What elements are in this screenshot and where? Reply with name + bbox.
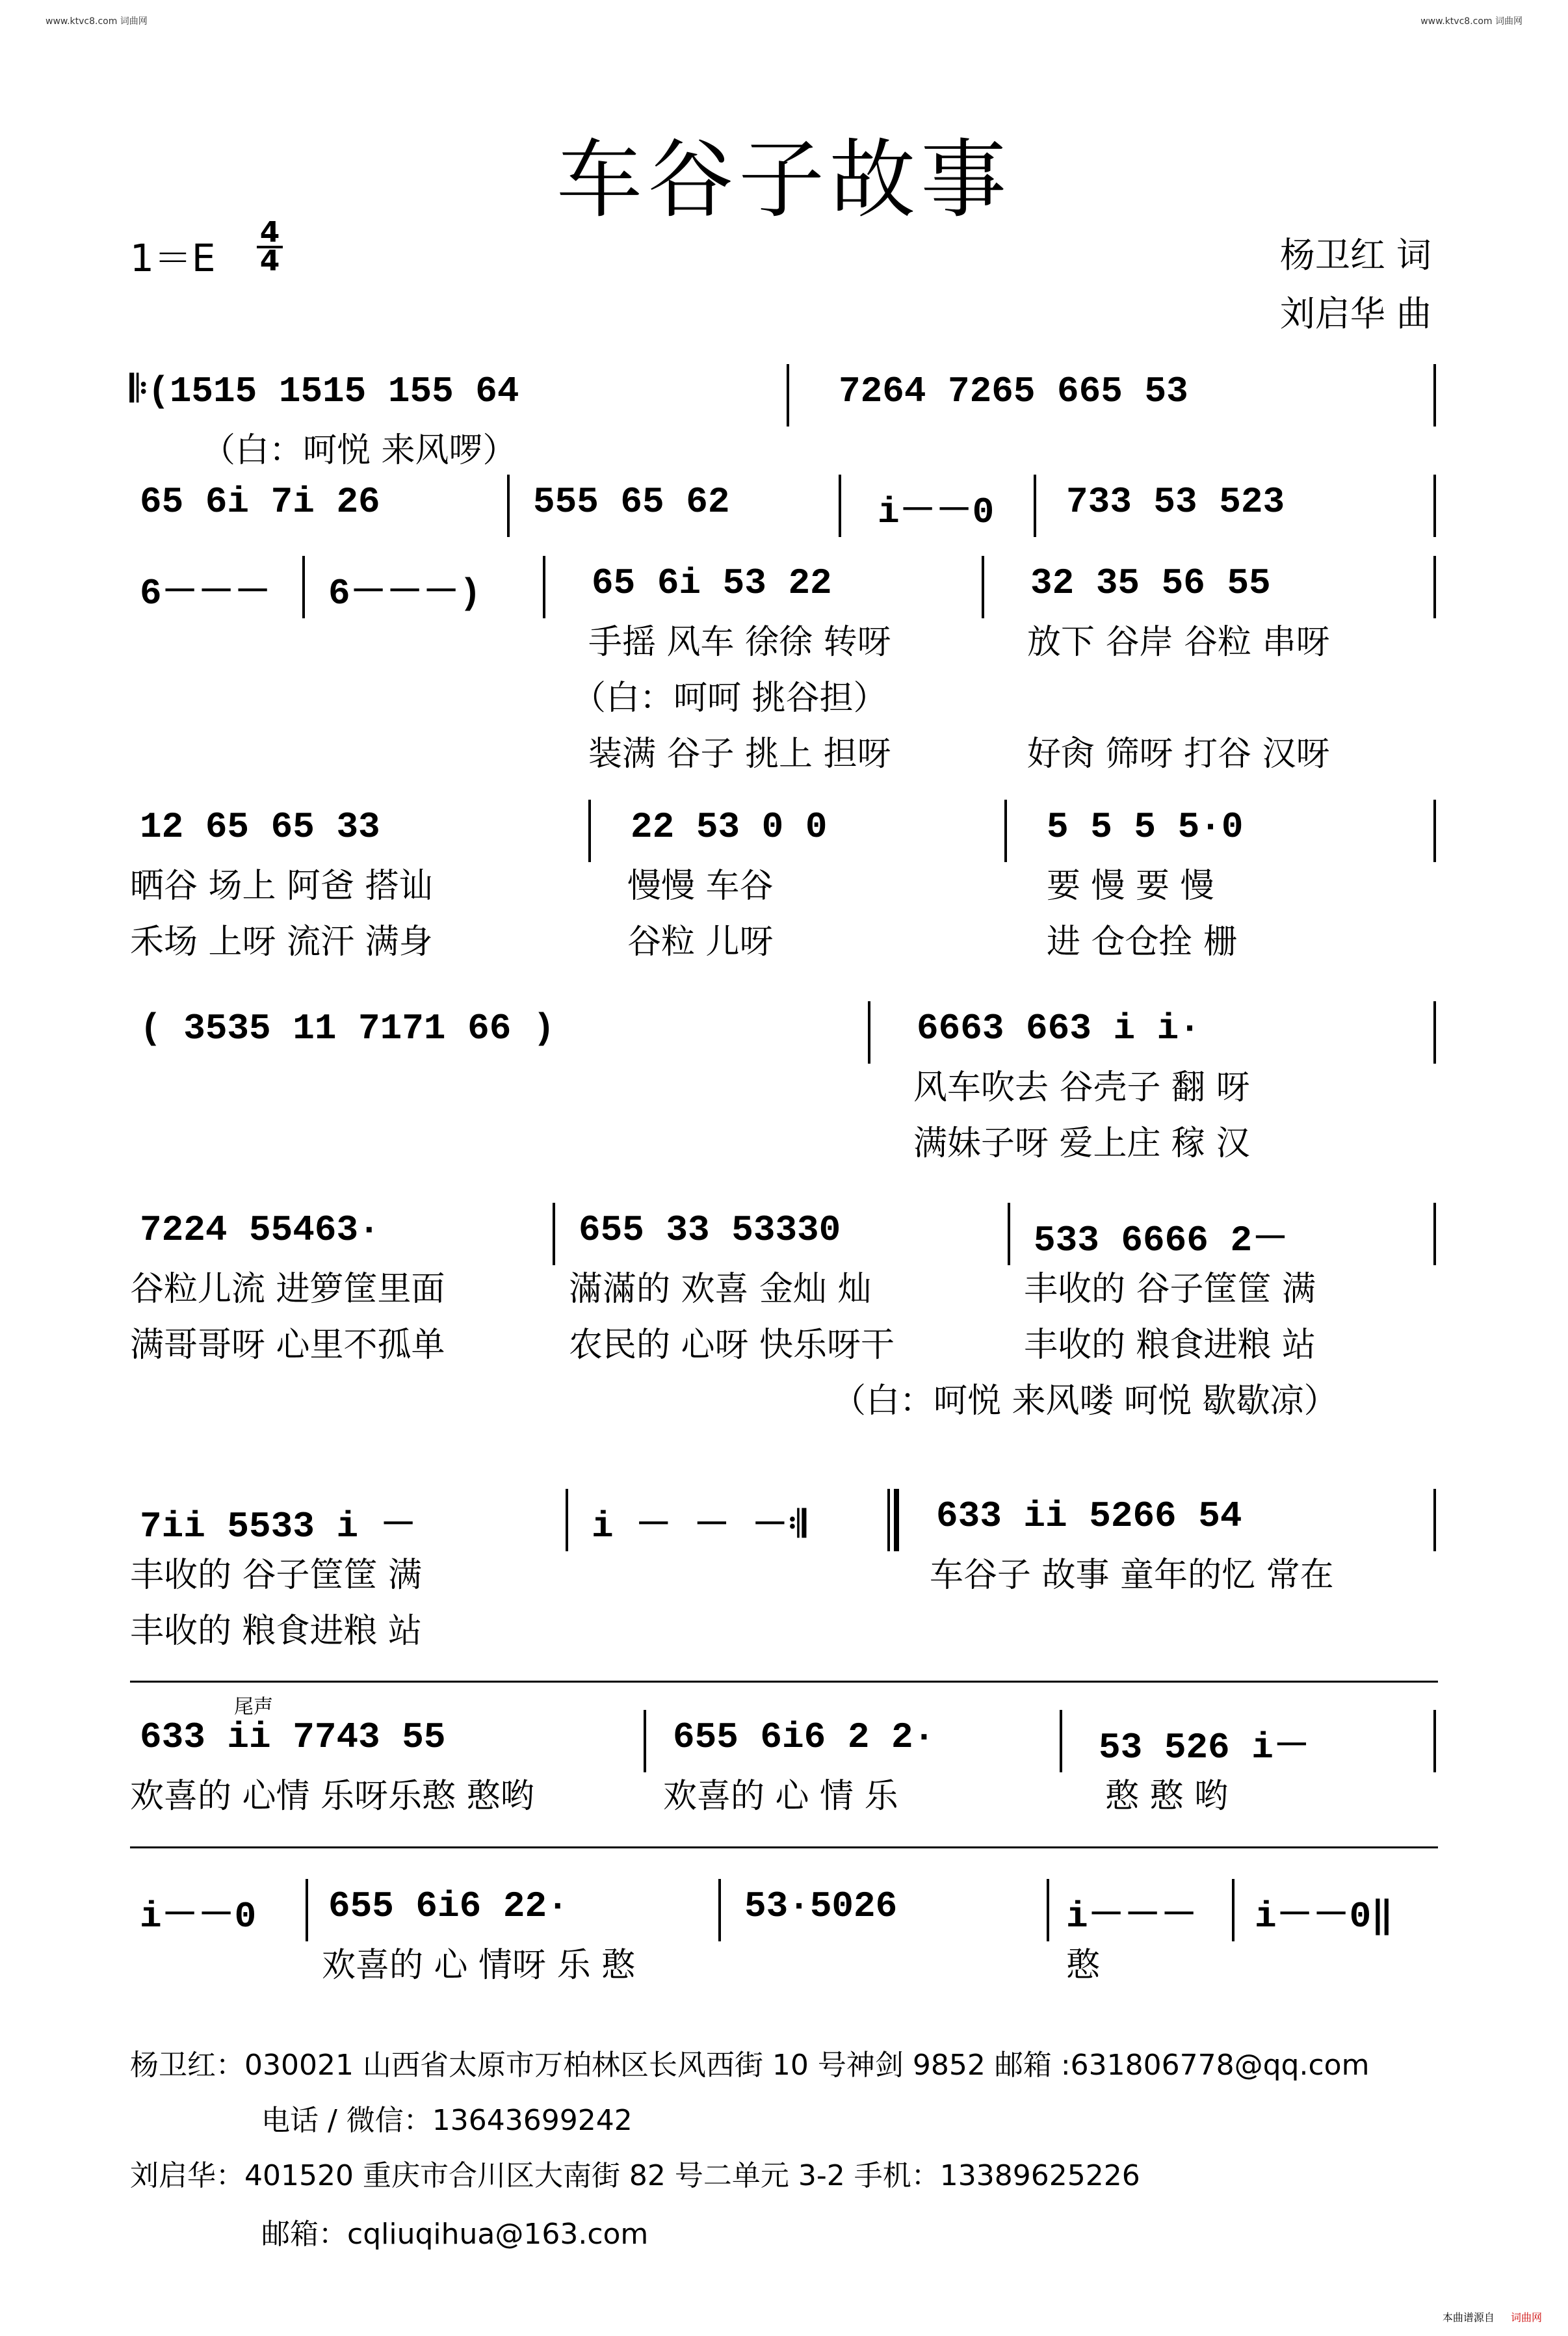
measure-notes: 6－－－ [140,573,271,614]
barline [1034,475,1036,537]
source-stamp [1443,2309,1542,2324]
measure-notes: i－－0 [878,492,995,533]
lyricist-phone: 电话 / 微信：13643699242 [261,2104,633,2137]
barline [1004,800,1007,862]
repeat-end-thick-barline [894,1489,899,1551]
measure-notes: 53 526 i－ [1099,1727,1310,1768]
lyric-line: 放下 谷岸 谷粒 串呀 [1027,623,1330,662]
lyric-line: 丰收的 粮食进粮 站 [1024,1326,1316,1365]
barline [868,1001,870,1064]
music-system-9 [130,1885,1437,1993]
lyric-line: 好肏 筛呀 打谷 汉呀 [1027,735,1330,774]
measure-notes: 6－－－) [328,573,482,614]
barline [1047,1879,1049,1941]
lyric-line: 要 慢 要 慢 [1047,867,1214,906]
barline [1433,800,1436,862]
measure-notes: i － － －𝄇 [592,1506,806,1547]
lyric-line: 丰收的 谷子筐筐 满 [1024,1270,1316,1309]
music-system-2 [130,481,1437,533]
measure-notes: 655 6i6 22· [328,1885,569,1927]
measure-notes: i－－0 [140,1896,257,1937]
barline [507,475,510,537]
barline [1433,1710,1436,1772]
meter-top: 4 [257,220,283,248]
lyric-line: 手摇 风车 徐徐 转呀 [588,623,891,662]
music-system-4 [130,806,1437,970]
lyric-line: 满哥哥呀 心里不孤单 [130,1326,445,1365]
lyric-line: 丰收的 粮食进粮 站 [130,1612,423,1651]
barline [644,1710,646,1772]
lyricist-contact: 杨卫红：030021 山西省太原市万柏林区长风西街 10 号神剑 9852 邮箱 :631806778@qq.com [130,2049,1370,2082]
barline [306,1879,308,1941]
lyric-line: 欢喜的 心情 乐呀乐憨 憨哟 [130,1777,534,1816]
spoken-line: （白：呵悦 来风喽 呵悦 歇歇凉） [832,1382,1338,1421]
lyric-line: 憨 [1066,1946,1101,1985]
lyric-line: 车谷子 故事 童年的忆 常在 [930,1556,1334,1595]
site-watermark-left: www.ktvc8.com 词曲网 [46,16,148,27]
composer-email: 邮箱：cqliuqihua@163.com [261,2218,649,2251]
barline [1232,1879,1235,1941]
measure-notes: 7ii 5533 i － [140,1506,417,1547]
separator-line [130,1846,1438,1848]
barline [1008,1203,1010,1265]
measure-notes: i－－0‖ [1255,1896,1393,1937]
lyric-line: 丰收的 谷子筐筐 满 [130,1556,423,1595]
stamp-site-name: 词曲网 [1510,2311,1542,2324]
spoken-line: （白：呵呵 挑谷担） [572,679,887,718]
barline [718,1879,721,1941]
barline [1060,1710,1062,1772]
lyricist-credit: 杨卫红 词 [1279,235,1431,276]
music-system-8 [130,1690,1437,1824]
measure-notes: 6663 663 i i· [917,1008,1201,1049]
lyric-line: 滿滿的 欢喜 金灿 灿 [569,1270,872,1309]
measure-notes: 65 6i 53 22 [592,562,832,604]
lyric-line: 农民的 心呀 快乐呀干 [569,1326,895,1365]
measure-notes: 733 53 523 [1066,481,1285,523]
measure-notes: 655 6i6 2 2· [673,1716,935,1758]
separator-line [130,1681,1438,1683]
lyric-line: 谷粒 儿呀 [627,923,774,962]
barline [543,556,545,618]
music-system-6 [130,1209,1437,1429]
lyric-line: 进 仓仓拴 栅 [1047,923,1238,962]
song-title: 车谷子故事 [556,130,1012,230]
barline [302,556,305,618]
measure-notes: 65 6i 7i 26 [140,481,380,523]
barline [1433,1001,1436,1064]
measure-notes: 7224 55463· [140,1209,380,1251]
measure-notes: 22 53 0 0 [631,806,828,848]
barline [553,1203,555,1265]
measure-notes: 32 35 56 55 [1030,562,1271,604]
music-system-7 [130,1495,1437,1659]
barline [1433,556,1436,618]
composer-credit: 刘启华 曲 [1279,293,1431,334]
barline [1433,1203,1436,1265]
barline [1433,1489,1436,1551]
key-signature: 1＝E [130,236,216,280]
measure-notes: 𝄆(1515 1515 155 64 [130,371,519,412]
measure-notes: 633 ii 7743 55 [140,1716,446,1758]
lyric-line: 风车吹去 谷壳子 翻 呀 [913,1068,1250,1107]
lyric-line: 欢喜的 心 情 乐 [663,1777,898,1816]
lyric-line: 禾场 上呀 流汗 满身 [130,923,433,962]
coda-mark: 尾声 [234,1696,273,1718]
measure-notes: 7264 7265 665 53 [839,371,1188,412]
measure-notes: 533 6666 2－ [1034,1220,1289,1261]
site-watermark-right: www.ktvc8.com 词曲网 [1420,16,1522,27]
lyric-line: 装满 谷子 挑上 担呀 [588,735,891,774]
barline [566,1489,568,1551]
measure-notes: 53·5026 [744,1885,898,1927]
barline [839,475,841,537]
lyric-line: 满妹子呀 爱上庄 稼 汉 [913,1124,1250,1163]
barline [1433,475,1436,537]
music-system-5 [130,1008,1437,1172]
measure-notes: 5 5 5 5·0 [1047,806,1244,848]
lyric-line: 欢喜的 心 情呀 乐 憨 [322,1946,636,1985]
lyric-line: 晒谷 场上 阿爸 搭讪 [130,867,433,906]
barline [588,800,591,862]
composer-contact: 刘启华：401520 重庆市合川区大南街 82 号二单元 3-2 手机：13389625226 [130,2159,1140,2192]
barline [1433,364,1436,427]
stamp-source-label: 本曲谱源自 [1442,2311,1495,2324]
lyric-line: 慢慢 车谷 [627,867,774,906]
measure-notes: 633 ii 5266 54 [936,1495,1242,1537]
music-system-1 [130,371,1437,479]
measure-notes: 555 65 62 [533,481,730,523]
music-system-3 [130,562,1437,782]
repeat-end-barline [887,1489,890,1551]
lyric-line: 憨 憨 哟 [1105,1777,1229,1816]
measure-notes: ( 3535 11 7171 66 ) [140,1008,555,1049]
barline [787,364,789,427]
spoken-line: （白：呵悦 来风啰） [202,431,517,470]
measure-notes: 12 65 65 33 [140,806,380,848]
lyric-line: 谷粒儿流 进箩筐里面 [130,1270,445,1309]
barline [982,556,984,618]
time-signature [257,216,283,278]
meter-bottom: 4 [259,244,280,278]
measure-notes: 655 33 53330 [579,1209,841,1251]
measure-notes: i－－－ [1066,1896,1197,1937]
